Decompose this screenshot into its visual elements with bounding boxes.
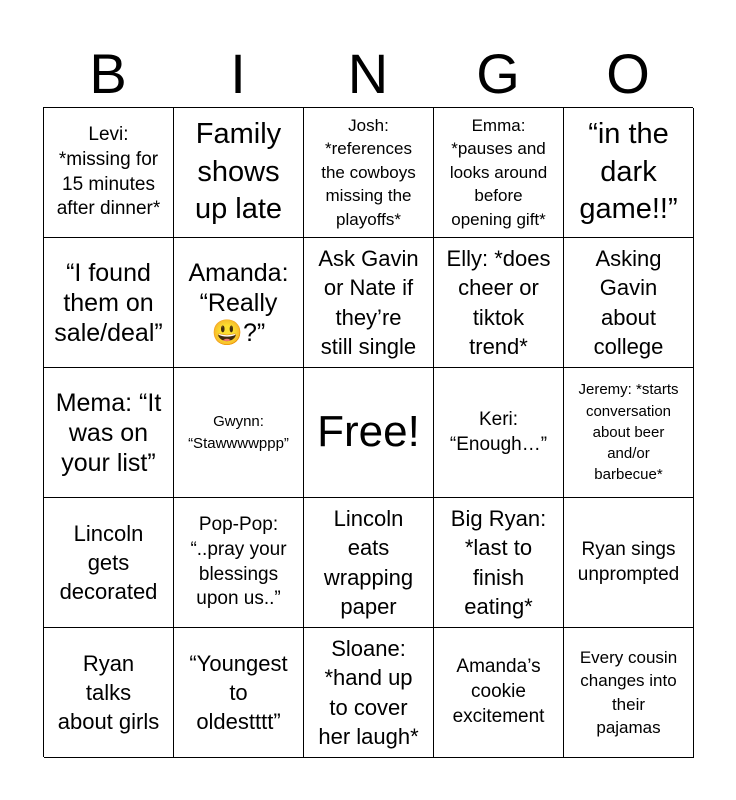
bingo-cell[interactable]: Pop-Pop: “..pray your blessings upon us..” <box>174 498 304 628</box>
bingo-cell[interactable]: Every cousin changes into their pajamas <box>564 628 694 758</box>
bingo-cell[interactable]: “Youngest to oldestttt” <box>174 628 304 758</box>
bingo-cell[interactable]: “in the dark game!!” <box>564 108 694 238</box>
bingo-cell[interactable]: Big Ryan: *last to finish eating* <box>434 498 564 628</box>
header-letter-g: G <box>476 42 520 105</box>
bingo-cell[interactable]: Amanda’s cookie excitement <box>434 628 564 758</box>
header-letter-b: B <box>89 42 127 105</box>
header-letter-i: I <box>230 42 246 105</box>
bingo-cell[interactable]: Ask Gavin or Nate if they’re still single <box>304 238 434 368</box>
bingo-cell[interactable]: Lincoln gets decorated <box>44 498 174 628</box>
bingo-cell[interactable]: Emma: *pauses and looks around before opening gift* <box>434 108 564 238</box>
bingo-cell[interactable]: Levi: *missing for 15 minutes after dinner* <box>44 108 174 238</box>
header-letter-o: O <box>606 42 650 105</box>
bingo-cell[interactable]: Elly: *does cheer or tiktok trend* <box>434 238 564 368</box>
bingo-cell[interactable]: Jeremy: *starts conversation about beer and/or barbecue* <box>564 368 694 498</box>
bingo-cell[interactable]: Keri: “Enough…” <box>434 368 564 498</box>
free-space[interactable]: Free! <box>304 368 434 498</box>
bingo-cell[interactable]: Mema: “It was on your list” <box>44 368 174 498</box>
bingo-cell[interactable]: Gwynn: “Stawwwwppp” <box>174 368 304 498</box>
header-letter-n: N <box>347 42 389 105</box>
bingo-cell[interactable]: “I found them on sale/deal” <box>44 238 174 368</box>
bingo-cell[interactable]: Amanda: “Really 😃?” <box>174 238 304 368</box>
bingo-cell[interactable]: Ryan talks about girls <box>44 628 174 758</box>
bingo-cell[interactable]: Family shows up late <box>174 108 304 238</box>
bingo-header <box>43 40 693 108</box>
bingo-cell[interactable]: Asking Gavin about college <box>564 238 694 368</box>
bingo-cell[interactable]: Ryan sings unprompted <box>564 498 694 628</box>
bingo-cell[interactable]: Josh: *references the cowboys missing the playoffs* <box>304 108 434 238</box>
bingo-cell[interactable]: Lincoln eats wrapping paper <box>304 498 434 628</box>
bingo-grid <box>43 107 693 757</box>
bingo-cell[interactable]: Sloane: *hand up to cover her laugh* <box>304 628 434 758</box>
